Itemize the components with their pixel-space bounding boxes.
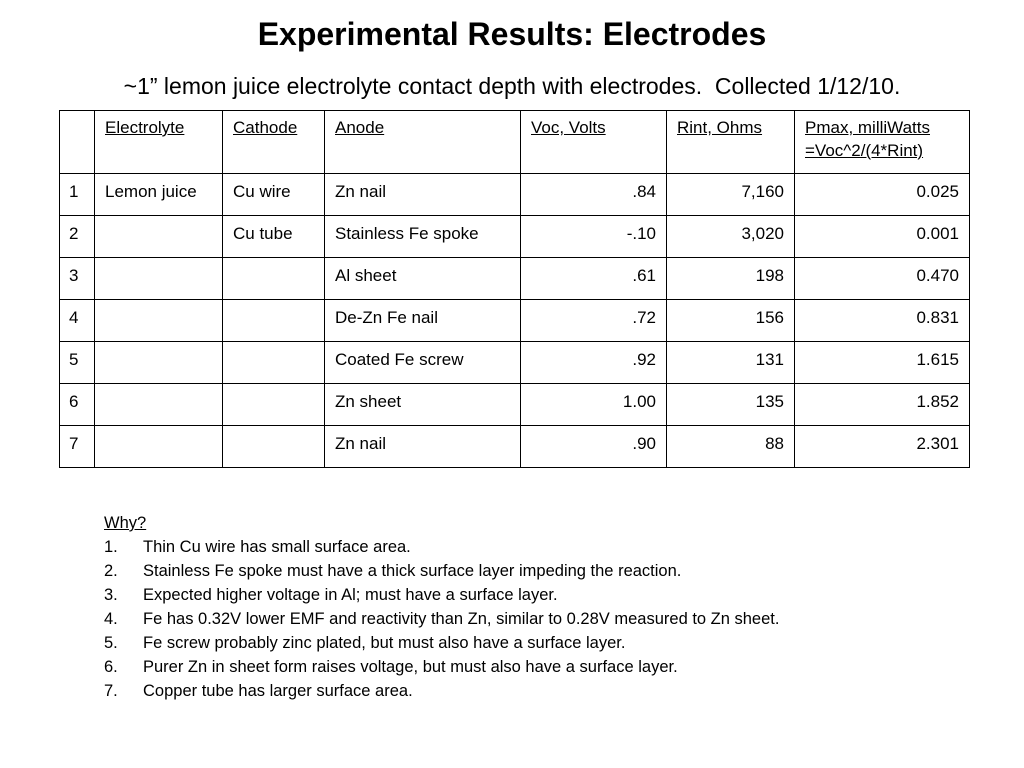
cell-anode: Zn nail [325, 174, 521, 216]
notes-heading: Why? [104, 514, 147, 532]
note-number: 7. [104, 682, 118, 700]
notes-list [104, 535, 779, 703]
cell-anode: Zn nail [325, 426, 521, 468]
cell-index: 5 [60, 342, 95, 384]
header-cathode: Cathode [223, 111, 325, 174]
note-item [104, 559, 779, 583]
note-text: Expected higher voltage in Al; must have a surface layer. [143, 586, 558, 604]
cell-pmax: 0.025 [795, 174, 970, 216]
note-item [104, 535, 779, 559]
cell-electrolyte [95, 300, 223, 342]
results-table [59, 110, 970, 468]
note-text: Copper tube has larger surface area. [143, 682, 413, 700]
cell-electrolyte [95, 384, 223, 426]
cell-index: 2 [60, 216, 95, 258]
table-row [60, 174, 970, 216]
table-row [60, 258, 970, 300]
cell-cathode: Cu wire [223, 174, 325, 216]
cell-rint: 135 [667, 384, 795, 426]
cell-electrolyte [95, 258, 223, 300]
header-anode: Anode [325, 111, 521, 174]
header-electrolyte: Electrolyte [95, 111, 223, 174]
note-item [104, 583, 779, 607]
cell-pmax: 0.470 [795, 258, 970, 300]
cell-pmax: 0.831 [795, 300, 970, 342]
table-row [60, 426, 970, 468]
cell-rint: 3,020 [667, 216, 795, 258]
cell-index: 4 [60, 300, 95, 342]
notes-section [104, 511, 779, 703]
cell-cathode [223, 258, 325, 300]
note-number: 4. [104, 610, 118, 628]
cell-cathode: Cu tube [223, 216, 325, 258]
cell-index: 1 [60, 174, 95, 216]
header-rint: Rint, Ohms [667, 111, 795, 174]
cell-anode: Coated Fe screw [325, 342, 521, 384]
cell-voc: .72 [521, 300, 667, 342]
note-number: 1. [104, 538, 118, 556]
note-number: 5. [104, 634, 118, 652]
cell-rint: 198 [667, 258, 795, 300]
cell-rint: 131 [667, 342, 795, 384]
cell-cathode [223, 426, 325, 468]
cell-cathode [223, 384, 325, 426]
cell-voc: 1.00 [521, 384, 667, 426]
table-row [60, 300, 970, 342]
header-index [60, 111, 95, 174]
table-row [60, 384, 970, 426]
cell-index: 7 [60, 426, 95, 468]
cell-pmax: 2.301 [795, 426, 970, 468]
table-row [60, 216, 970, 258]
note-item [104, 631, 779, 655]
cell-anode: Al sheet [325, 258, 521, 300]
cell-electrolyte: Lemon juice [95, 174, 223, 216]
cell-electrolyte [95, 216, 223, 258]
cell-anode: Stainless Fe spoke [325, 216, 521, 258]
note-number: 6. [104, 658, 118, 676]
table-row [60, 342, 970, 384]
cell-anode: Zn sheet [325, 384, 521, 426]
note-text: Fe screw probably zinc plated, but must also have a surface layer. [143, 634, 626, 652]
cell-anode: De-Zn Fe nail [325, 300, 521, 342]
note-text: Thin Cu wire has small surface area. [143, 538, 411, 556]
cell-index: 6 [60, 384, 95, 426]
note-item [104, 679, 779, 703]
note-item [104, 655, 779, 679]
cell-pmax: 1.852 [795, 384, 970, 426]
cell-voc: .84 [521, 174, 667, 216]
cell-voc: -.10 [521, 216, 667, 258]
note-number: 2. [104, 562, 118, 580]
cell-electrolyte [95, 342, 223, 384]
cell-index: 3 [60, 258, 95, 300]
header-pmax: Pmax, milliWatts =Voc^2/(4*Rint) [795, 111, 970, 174]
slide-title: Experimental Results: Electrodes [257, 16, 767, 52]
header-voc: Voc, Volts [521, 111, 667, 174]
cell-electrolyte [95, 426, 223, 468]
cell-cathode [223, 342, 325, 384]
cell-cathode [223, 300, 325, 342]
cell-voc: .92 [521, 342, 667, 384]
note-number: 3. [104, 586, 118, 604]
cell-pmax: 1.615 [795, 342, 970, 384]
slide-subtitle: ~1” lemon juice electrolyte contact depth with electrodes. Collected 1/12/10. [123, 73, 901, 99]
cell-pmax: 0.001 [795, 216, 970, 258]
note-item [104, 607, 779, 631]
table-header-row [60, 111, 970, 174]
cell-voc: .61 [521, 258, 667, 300]
cell-rint: 88 [667, 426, 795, 468]
cell-rint: 156 [667, 300, 795, 342]
cell-rint: 7,160 [667, 174, 795, 216]
note-text: Stainless Fe spoke must have a thick surface layer impeding the reaction. [143, 562, 682, 580]
cell-voc: .90 [521, 426, 667, 468]
note-text: Fe has 0.32V lower EMF and reactivity than Zn, similar to 0.28V measured to Zn sheet. [143, 610, 780, 628]
note-text: Purer Zn in sheet form raises voltage, but must also have a surface layer. [143, 658, 678, 676]
